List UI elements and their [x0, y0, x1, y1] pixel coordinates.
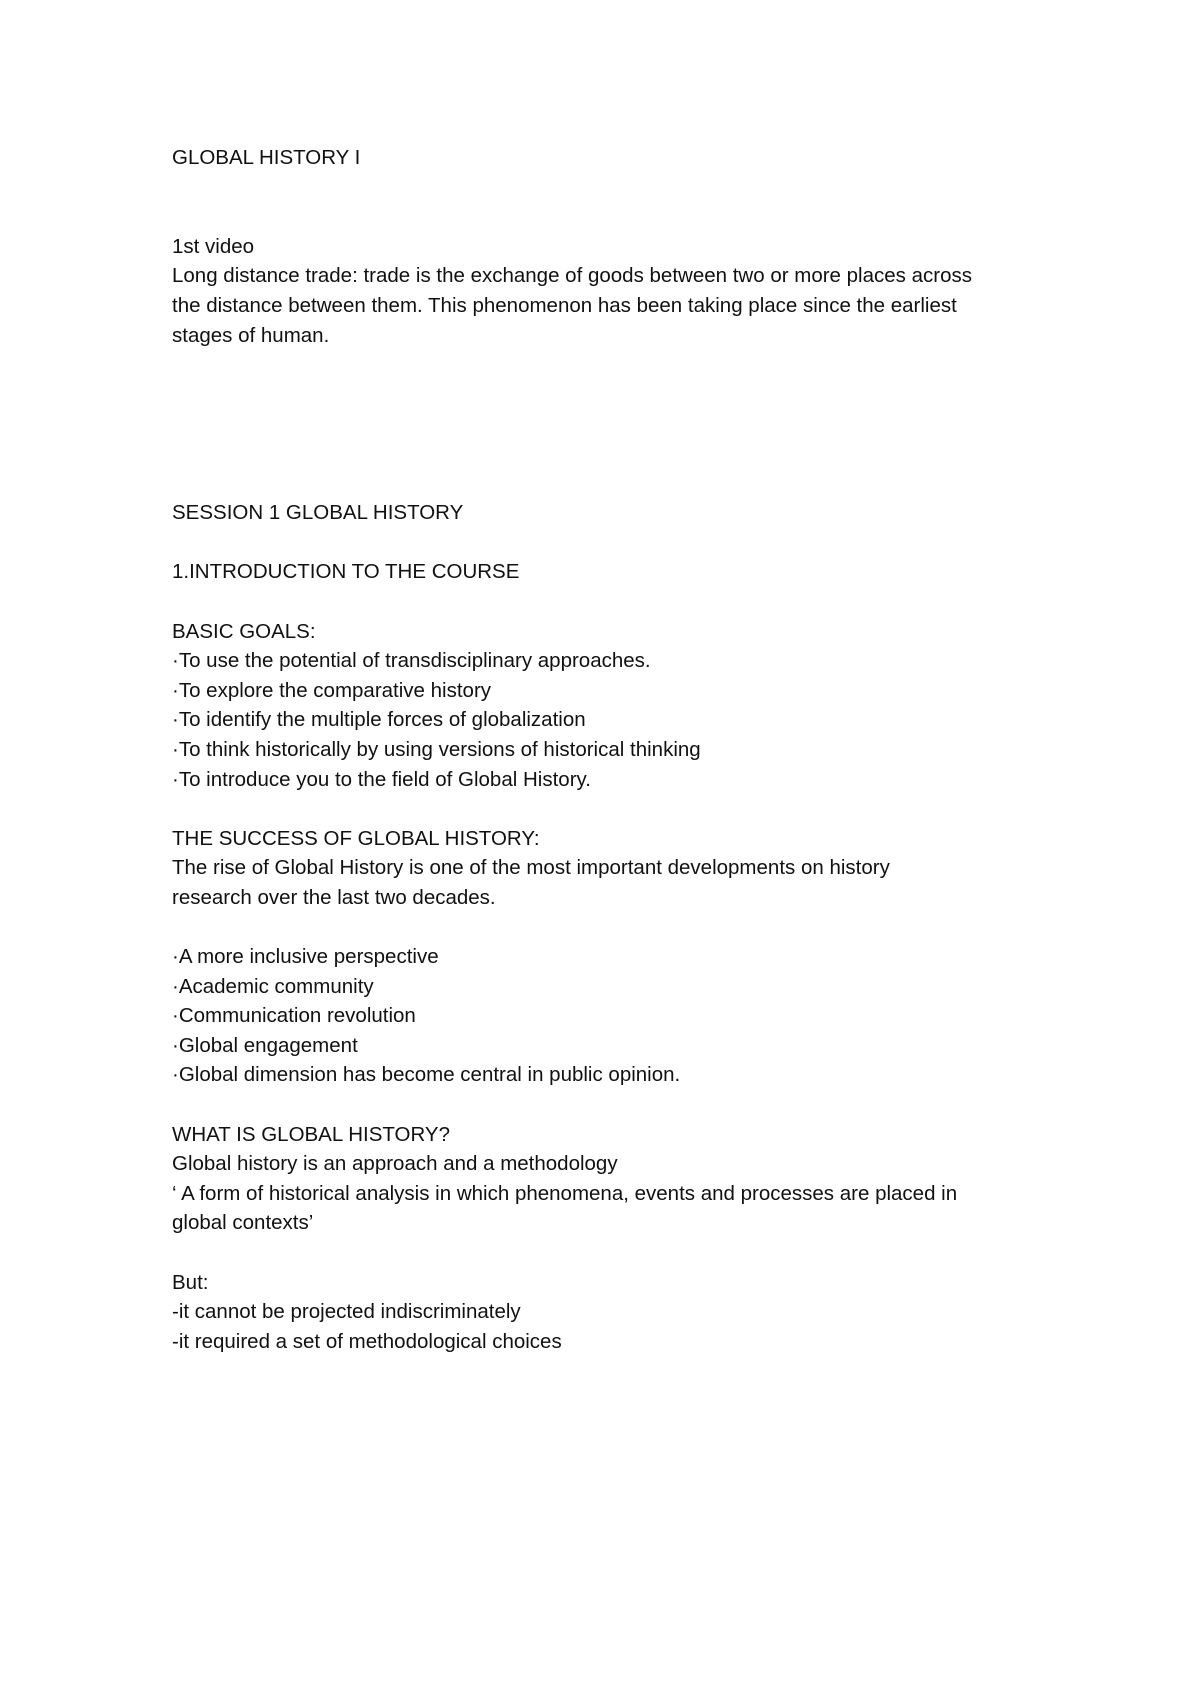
- document-title: GLOBAL HISTORY I: [172, 146, 361, 169]
- intro-heading: 1.INTRODUCTION TO THE COURSE: [172, 560, 520, 584]
- spacer: [172, 528, 1052, 558]
- session-heading: SESSION 1 GLOBAL HISTORY: [172, 501, 464, 525]
- goal-item: ·To explore the comparative history: [172, 678, 492, 702]
- spacer: [172, 912, 1052, 942]
- what-is-text-line: global contexts’: [172, 1211, 314, 1235]
- video-heading: 1st video: [172, 234, 255, 258]
- spacer: [172, 173, 1052, 232]
- goal-item: ·To think historically by using versions of historical thinking: [172, 737, 701, 761]
- success-item: ·Global dimension has become central in public opinion.: [172, 1063, 681, 1087]
- spacer: [172, 1090, 1052, 1120]
- success-text-line: research over the last two decades.: [172, 885, 496, 909]
- success-section: [172, 824, 1052, 1090]
- goal-item: ·To introduce you to the field of Global History.: [172, 767, 591, 791]
- video-section: [172, 232, 1052, 350]
- what-is-heading: WHAT IS GLOBAL HISTORY?: [172, 1122, 450, 1146]
- what-is-text-line: Global history is an approach and a methodology: [172, 1152, 618, 1176]
- document-body: [172, 143, 1052, 1356]
- goal-item: ·To use the potential of transdisciplinary approaches.: [172, 649, 651, 673]
- what-is-section: [172, 1120, 1052, 1238]
- video-text-line: the distance between them. This phenomenon has been taking place since the earliest: [172, 293, 957, 317]
- success-heading: THE SUCCESS OF GLOBAL HISTORY:: [172, 826, 540, 850]
- session-section: [172, 498, 1052, 587]
- but-item: -it required a set of methodological choices: [172, 1329, 562, 1353]
- basic-goals-heading: BASIC GOALS:: [172, 619, 316, 643]
- but-heading: But:: [172, 1270, 209, 1294]
- basic-goals-section: [172, 617, 1052, 795]
- success-item: ·Academic community: [172, 974, 374, 998]
- success-item: ·A more inclusive perspective: [172, 945, 439, 969]
- spacer: [172, 587, 1052, 617]
- success-item: ·Global engagement: [172, 1033, 358, 1057]
- spacer: [172, 1238, 1052, 1268]
- success-text-line: The rise of Global History is one of the most important developments on history: [172, 856, 890, 880]
- spacer: [172, 794, 1052, 824]
- video-text-line: stages of human.: [172, 323, 330, 347]
- video-text-line: Long distance trade: trade is the exchange of goods between two or more places across: [172, 264, 972, 288]
- success-item: ·Communication revolution: [172, 1004, 416, 1028]
- spacer: [172, 350, 1052, 498]
- what-is-text-line: ‘ A form of historical analysis in which phenomena, events and processes are placed in: [172, 1181, 958, 1205]
- goal-item: ·To identify the multiple forces of globalization: [172, 708, 586, 732]
- but-item: -it cannot be projected indiscriminately: [172, 1300, 521, 1324]
- but-section: [172, 1268, 1052, 1357]
